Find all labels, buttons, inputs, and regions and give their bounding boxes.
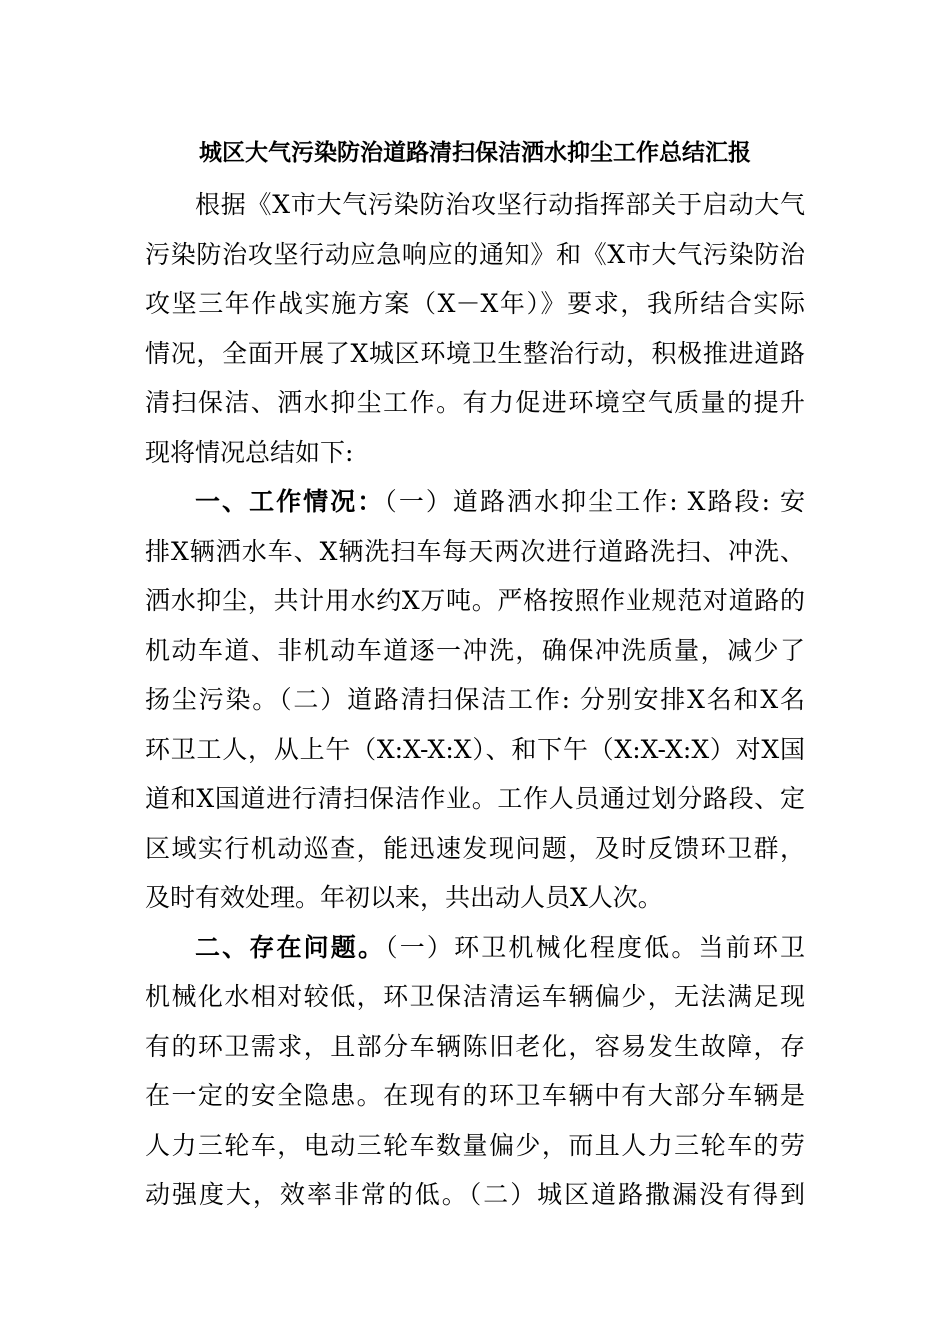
text-line: 道和X国道进行清扫保洁作业。工作人员通过划分路段、定 <box>145 784 805 813</box>
text-line: 动强度大，效率非常的低。（二）城区道路撒漏没有得到 <box>145 1180 805 1209</box>
text-line: 及时有效处理。年初以来，共出动人员X人次。 <box>145 883 663 912</box>
document-body <box>145 180 805 1220</box>
text-line: 攻坚三年作战实施方案（X－X年）》要求，我所结合实际 <box>145 289 805 318</box>
section-work-status <box>145 477 805 923</box>
text-line: 洒水抑尘，共计用水约X万吨。严格按照作业规范对道路的 <box>145 586 805 615</box>
text-line: 机械化水相对较低，环卫保洁清运车辆偏少，无法满足现 <box>145 982 805 1011</box>
section-text: （一）环卫机械化程度低。当前环卫 <box>385 932 805 962</box>
text-line: 在一定的安全隐患。在现有的环卫车辆中有大部分车辆是 <box>145 1081 805 1110</box>
section-existing-problems <box>145 923 805 1220</box>
text-line: 现将情况总结如下: <box>145 437 354 467</box>
section-heading: 二、存在问题。 <box>195 932 386 962</box>
text-line: 排X辆洒水车、X辆洗扫车每天两次进行道路洗扫、冲洗、 <box>145 536 805 566</box>
text-line: 清扫保洁、洒水抑尘工作。有力促进环境空气质量的提升 <box>145 388 805 417</box>
text-line: 污染防治攻坚行动应急响应的通知》和《X市大气污染防治 <box>145 239 805 269</box>
text-line: 机动车道、非机动车道逐一冲洗，确保冲洗质量，减少了 <box>145 635 805 665</box>
text-line <box>145 477 805 527</box>
section-heading: 一、工作情况： <box>195 487 385 516</box>
text-line: 环卫工人，从上午（X:X-X:X）、和下午（X:X-X:X）对X国 <box>145 734 805 764</box>
text-line: 情况，全面开展了X城区环境卫生整治行动，积极推进道路 <box>145 338 805 368</box>
text-line <box>145 923 805 973</box>
intro-paragraph <box>145 180 805 477</box>
text-line: 区域实行机动巡查，能迅速发现问题，及时反馈环卫群， <box>145 833 805 863</box>
text-line: 根据《X市大气污染防治攻坚行动指挥部关于启动大气 <box>195 190 805 219</box>
section-text: （一）道路洒水抑尘工作: X路段: 安 <box>384 487 805 516</box>
text-line: 有的环卫需求，且部分车辆陈旧老化，容易发生故障，存 <box>145 1031 805 1061</box>
document-title: 城区大气污染防治道路清扫保洁洒水抑尘工作总结汇报 <box>199 139 751 166</box>
text-line: 人力三轮车，电动三轮车数量偏少，而且人力三轮车的劳 <box>145 1130 805 1160</box>
text-line: 扬尘污染。（二）道路清扫保洁工作: 分别安排X名和X名 <box>145 685 805 714</box>
